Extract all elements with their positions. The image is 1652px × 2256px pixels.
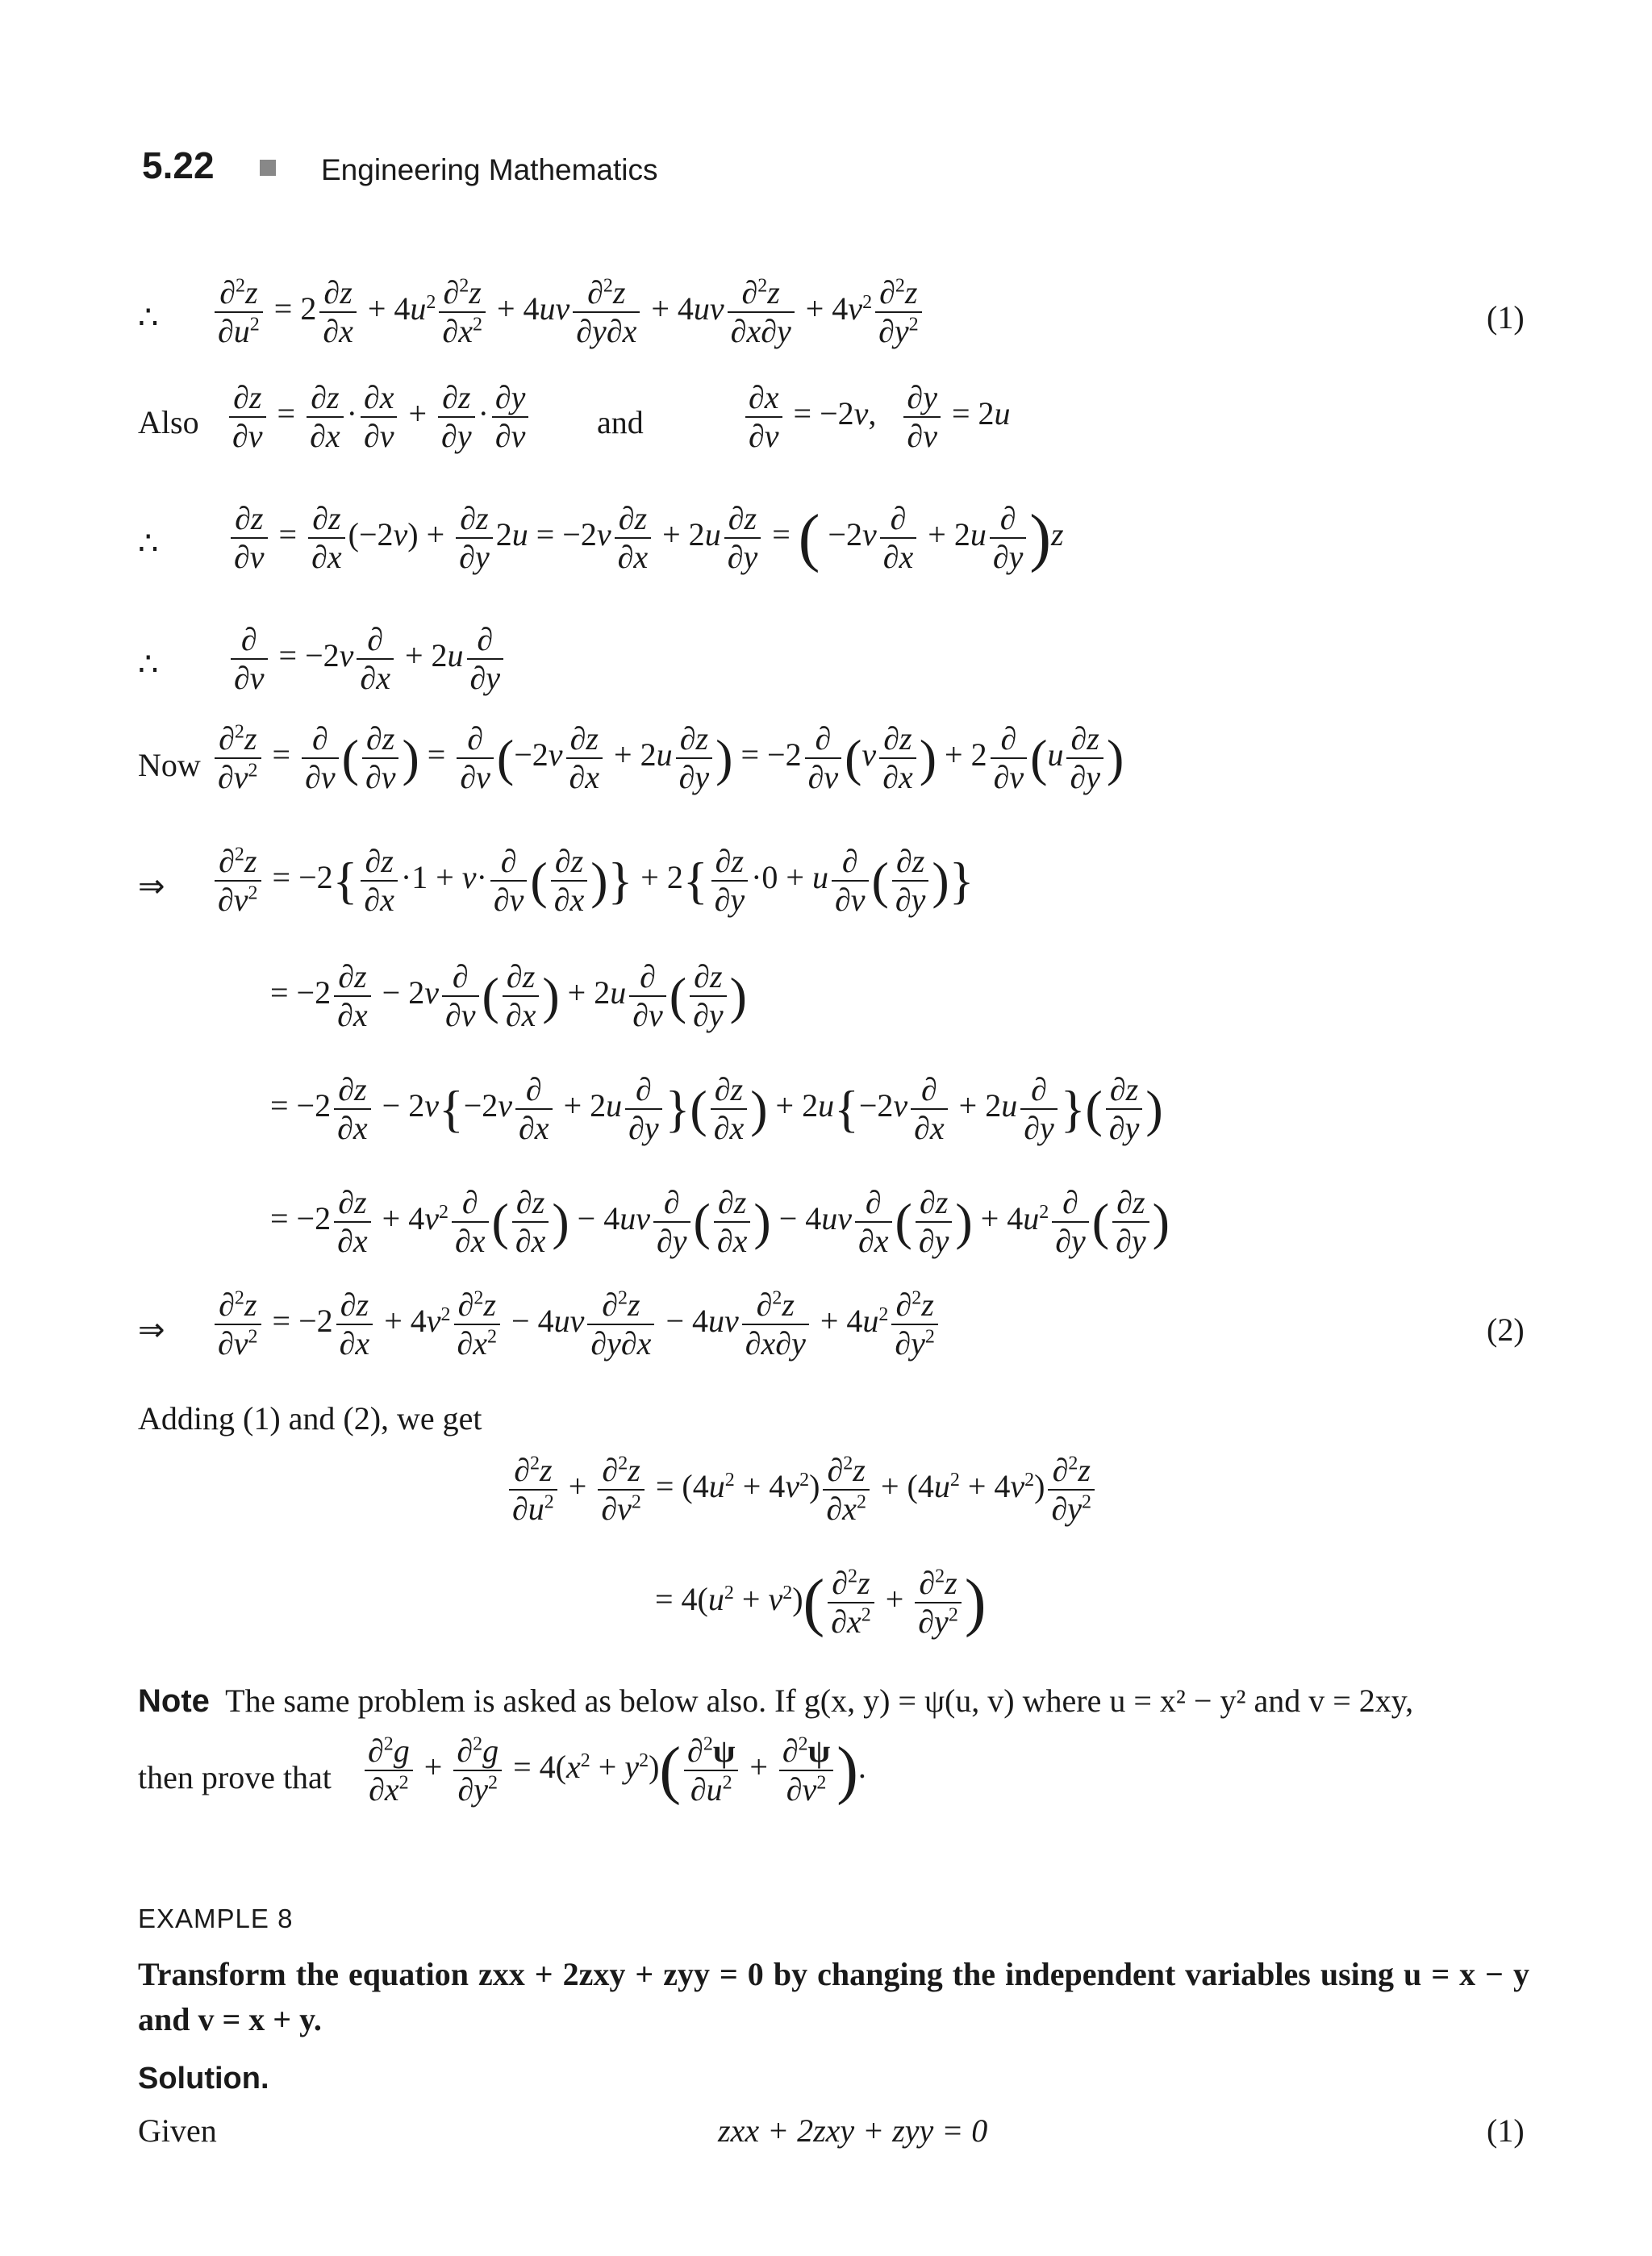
equation-sum: $\frac{\partial^2z}{\partial u^2}$ + $\frac{\partial^2z}{\partial v^2}$ = $(4u^2 + 4v^2)$ $\frac{\partial^2z}{\partial x^2}$ + $(4u^2 + 4v^2)$ $\frac{\partial^2z}{\partial y^2}$ bbox=[506, 1452, 1098, 1528]
equation-d2z-dv2-final: $\frac{\partial^2z}{\partial v^2}$ = −2 $\frac{\partial z}{\partial x}$ + $4v^2$ $\frac{\partial^2z}{\partial x^2}$ − 4uv $\frac{\partial^2z}{\partial y\partial x}$ − 4uv $\frac{\partial^2z}{\partial x\partial y}$ + $4u^2$ $\frac{\partial^2z}{\partial y^2}$ bbox=[211, 1286, 941, 1362]
equation-note: $\frac{\partial^2g}{\partial x^2}$ + $\frac{\partial^2g}{\partial y^2}$ = $4(x^2 + y^2)$( $\frac{\partial^2\psi}{\partial u^2}$ + $\frac{\partial^2\psi}{\partial v^2}$ ). bbox=[361, 1733, 866, 1808]
given-label: Given bbox=[138, 2112, 217, 2149]
header-square-icon bbox=[260, 160, 276, 176]
therefore-symbol: ∴ bbox=[138, 299, 159, 336]
equation-tag-2: (2) bbox=[1487, 1311, 1525, 1348]
and-label: and bbox=[597, 404, 644, 440]
adding-text: Adding (1) and (2), we get bbox=[138, 1400, 482, 1437]
example-label: EXAMPLE 8 bbox=[138, 1904, 294, 1933]
therefore-symbol: ∴ bbox=[138, 646, 159, 682]
implies-symbol: ⇒ bbox=[138, 1311, 165, 1348]
note-label: Note bbox=[138, 1683, 210, 1719]
solution-label: Solution. bbox=[138, 2062, 269, 2095]
equation-operator-dv: $\frac{\partial}{\partial v}$ = −2v $\frac{\partial}{\partial x}$ + 2u $\frac{\partial}{\partial y}$ bbox=[227, 621, 507, 697]
equation-tag-1: (1) bbox=[1487, 299, 1525, 336]
equation-dz-dv: $\frac{\partial z}{\partial v}$ = $\frac{\partial z}{\partial x}$ (−2v) + $\frac{\partial z}{\partial y}$ 2u = −2v $\frac{\partial z}{\partial x}$ + 2u $\frac{\partial z}{\partial y}$ = ( −2v $\frac{\partial}{\partial x}$ + 2u $\frac{\partial}{\partial y}$ )z bbox=[227, 500, 1064, 576]
also-label: Also bbox=[138, 404, 199, 440]
now-label: Now bbox=[138, 747, 201, 783]
equation-result: = $4(u^2 + v^2)$( $\frac{\partial^2z}{\partial x^2}$ + $\frac{\partial^2z}{\partial y^2}$ ) bbox=[655, 1565, 987, 1640]
equation-d2z-du2: $\frac{\partial^2z}{\partial u^2}$ = 2 $\frac{\partial z}{\partial x}$ + $4u^2$ $\frac{\partial^2z}{\partial x^2}$ + 4uv $\frac{\partial^2z}{\partial y\partial x}$ + 4uv $\frac{\partial^2z}{\partial x\partial y}$ + $4v^2$ $\frac{\partial^2z}{\partial y^2}$ bbox=[211, 274, 925, 350]
equation-tag-given: (1) bbox=[1487, 2112, 1525, 2149]
implies-symbol: ⇒ bbox=[138, 868, 165, 904]
given-equation: zxx + 2zxy + zyy = 0 bbox=[718, 2112, 988, 2149]
therefore-symbol: ∴ bbox=[138, 525, 159, 561]
note-text: The same problem is asked as below also. If g(x, y) = ψ(u, v) where u = x² − y² and v = 2xy, bbox=[225, 1683, 1414, 1719]
note-paragraph bbox=[138, 1682, 1413, 1720]
example-text: Transform the equation zxx + 2zxy + zyy = 0 by changing the independent variables using u = x − y and v = x + y. bbox=[138, 1956, 1529, 2037]
equation-step-3: = −2 $\frac{\partial z}{\partial x}$ + $4v^2$ $\frac{\partial}{\partial x}$ ( $\frac{\partial z}{\partial x}$ ) − 4uv $\frac{\partial}{\partial y}$ ( $\frac{\partial z}{\partial x}$ ) − 4uv $\frac{\partial}{\partial x}$ ( $\frac{\partial z}{\partial y}$ ) + $4u^2$ $\frac{\partial}{\partial y}$ ( $\frac{\partial z}{\partial y}$ ) bbox=[270, 1184, 1170, 1259]
equation-d2z-dv2-start: $\frac{\partial^2z}{\partial v^2}$ = $\frac{\partial}{\partial v}$ ( $\frac{\partial z}{\partial v}$ ) = $\frac{\partial}{\partial v}$ (−2v $\frac{\partial z}{\partial x}$ + 2u $\frac{\partial z}{\partial y}$ ) = −2 $\frac{\partial}{\partial v}$ (v $\frac{\partial z}{\partial x}$ ) + 2 $\frac{\partial}{\partial v}$ (u $\frac{\partial z}{\partial y}$ ) bbox=[211, 720, 1124, 796]
equation-step-1: = −2 $\frac{\partial z}{\partial x}$ − 2v $\frac{\partial}{\partial v}$ ( $\frac{\partial z}{\partial x}$ ) + 2u $\frac{\partial}{\partial v}$ ( $\frac{\partial z}{\partial y}$ ) bbox=[270, 958, 747, 1033]
equation-dz-dv-chain: $\frac{\partial z}{\partial v}$ = $\frac{\partial z}{\partial x}$ · $\frac{\partial x}{\partial v}$ + $\frac{\partial z}{\partial y}$ · $\frac{\partial y}{\partial v}$ bbox=[226, 379, 532, 455]
page-number: 5.22 bbox=[142, 144, 215, 186]
equation-step-2: = −2 $\frac{\partial z}{\partial x}$ − 2v{−2v $\frac{\partial}{\partial x}$ + 2u $\frac{\partial}{\partial y}$ }( $\frac{\partial z}{\partial x}$ ) + 2u{−2v $\frac{\partial}{\partial x}$ + 2u $\frac{\partial}{\partial y}$ }( $\frac{\partial z}{\partial y}$ ) bbox=[270, 1071, 1163, 1146]
note-then-text: then prove that bbox=[138, 1759, 332, 1795]
equation-partials-v: $\frac{\partial x}{\partial v}$ = −2v, $\frac{\partial y}{\partial v}$ = 2u bbox=[742, 379, 1011, 455]
book-title: Engineering Mathematics bbox=[321, 153, 658, 186]
equation-d2z-dv2-product: $\frac{\partial^2z}{\partial v^2}$ = −2{ $\frac{\partial z}{\partial x}$ ·1 + v· $\frac{\partial}{\partial v}$ ( $\frac{\partial z}{\partial x}$ )} + 2{ $\frac{\partial z}{\partial y}$ ·0 + u $\frac{\partial}{\partial v}$ ( $\frac{\partial z}{\partial y}$ )} bbox=[211, 843, 974, 919]
